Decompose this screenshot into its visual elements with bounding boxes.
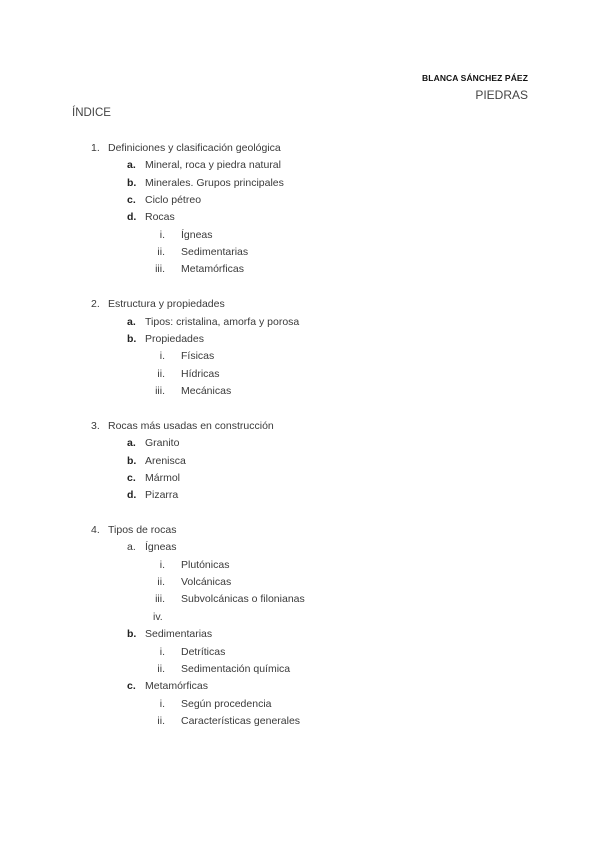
toc-number: 2.: [91, 298, 100, 310]
toc-number: c.: [127, 472, 136, 484]
toc-text: Arenisca: [145, 455, 186, 467]
toc-text: Mineral, roca y piedra natural: [145, 159, 281, 171]
toc-text: Mecánicas: [181, 385, 232, 397]
toc-number: a.: [127, 159, 136, 171]
toc-number: i.: [159, 229, 165, 241]
toc-text: Detríticas: [181, 646, 226, 658]
toc-text: Minerales. Grupos principales: [145, 177, 284, 189]
toc-number: c.: [127, 680, 136, 692]
toc-number: d.: [127, 489, 137, 501]
toc-text: Granito: [145, 437, 180, 449]
document-title: PIEDRAS: [475, 88, 528, 102]
toc-number: d.: [127, 211, 137, 223]
toc-number: ii.: [157, 368, 165, 380]
toc-number: ii.: [157, 576, 165, 588]
toc-number: iii.: [155, 263, 165, 275]
toc-text: Volcánicas: [181, 576, 232, 588]
toc-text: Metamórficas: [145, 680, 209, 692]
toc-number: c.: [127, 194, 136, 206]
toc-text: Propiedades: [145, 333, 204, 345]
toc-number: a.: [127, 541, 136, 553]
toc-text: Subvolcánicas o filonianas: [181, 593, 305, 605]
toc-number: i.: [159, 559, 165, 571]
toc-number: i.: [159, 698, 165, 710]
toc-number: b.: [127, 628, 137, 640]
toc-text: Metamórficas: [181, 263, 245, 275]
toc-text: Sedimentación química: [181, 663, 291, 675]
toc-number: 3.: [91, 420, 100, 432]
author-name: BLANCA SÁNCHEZ PÁEZ: [422, 73, 528, 83]
toc-text: Rocas más usadas en construcción: [108, 420, 274, 432]
toc-text: Sedimentarias: [145, 628, 213, 640]
toc-number: ii.: [157, 246, 165, 258]
toc-text: Sedimentarias: [181, 246, 249, 258]
toc-number: 4.: [91, 524, 100, 536]
toc-number: iv.: [153, 611, 163, 623]
toc-number: b.: [127, 333, 137, 345]
toc-text: Ígneas: [145, 541, 177, 553]
toc-number: a.: [127, 437, 136, 449]
toc-text: Estructura y propiedades: [108, 298, 225, 310]
toc-number: b.: [127, 177, 137, 189]
toc-number: ii.: [157, 663, 165, 675]
toc-number: ii.: [157, 715, 165, 727]
index-heading: ÍNDICE: [72, 107, 111, 119]
toc-number: i.: [159, 646, 165, 658]
toc-number: iii.: [155, 385, 165, 397]
toc-text: Físicas: [181, 350, 215, 362]
toc-text: Según procedencia: [181, 698, 272, 710]
toc-text: Tipos: cristalina, amorfa y porosa: [145, 316, 300, 328]
toc-text: Ígneas: [181, 229, 213, 241]
toc-text: Ciclo pétreo: [145, 194, 202, 206]
toc-text: Rocas: [145, 211, 175, 223]
toc-text: Mármol: [145, 472, 181, 484]
toc-text: Hídricas: [181, 368, 220, 380]
toc-text: Características generales: [181, 715, 301, 727]
toc-number: 1.: [91, 142, 100, 154]
toc-text: Pizarra: [145, 489, 179, 501]
toc-number: iii.: [155, 593, 165, 605]
toc-number: b.: [127, 455, 137, 467]
toc-text: Definiciones y clasificación geológica: [108, 142, 281, 154]
toc-number: a.: [127, 316, 136, 328]
toc-text: Plutónicas: [181, 559, 230, 571]
toc-text: Tipos de rocas: [108, 524, 177, 536]
toc-number: i.: [159, 350, 165, 362]
